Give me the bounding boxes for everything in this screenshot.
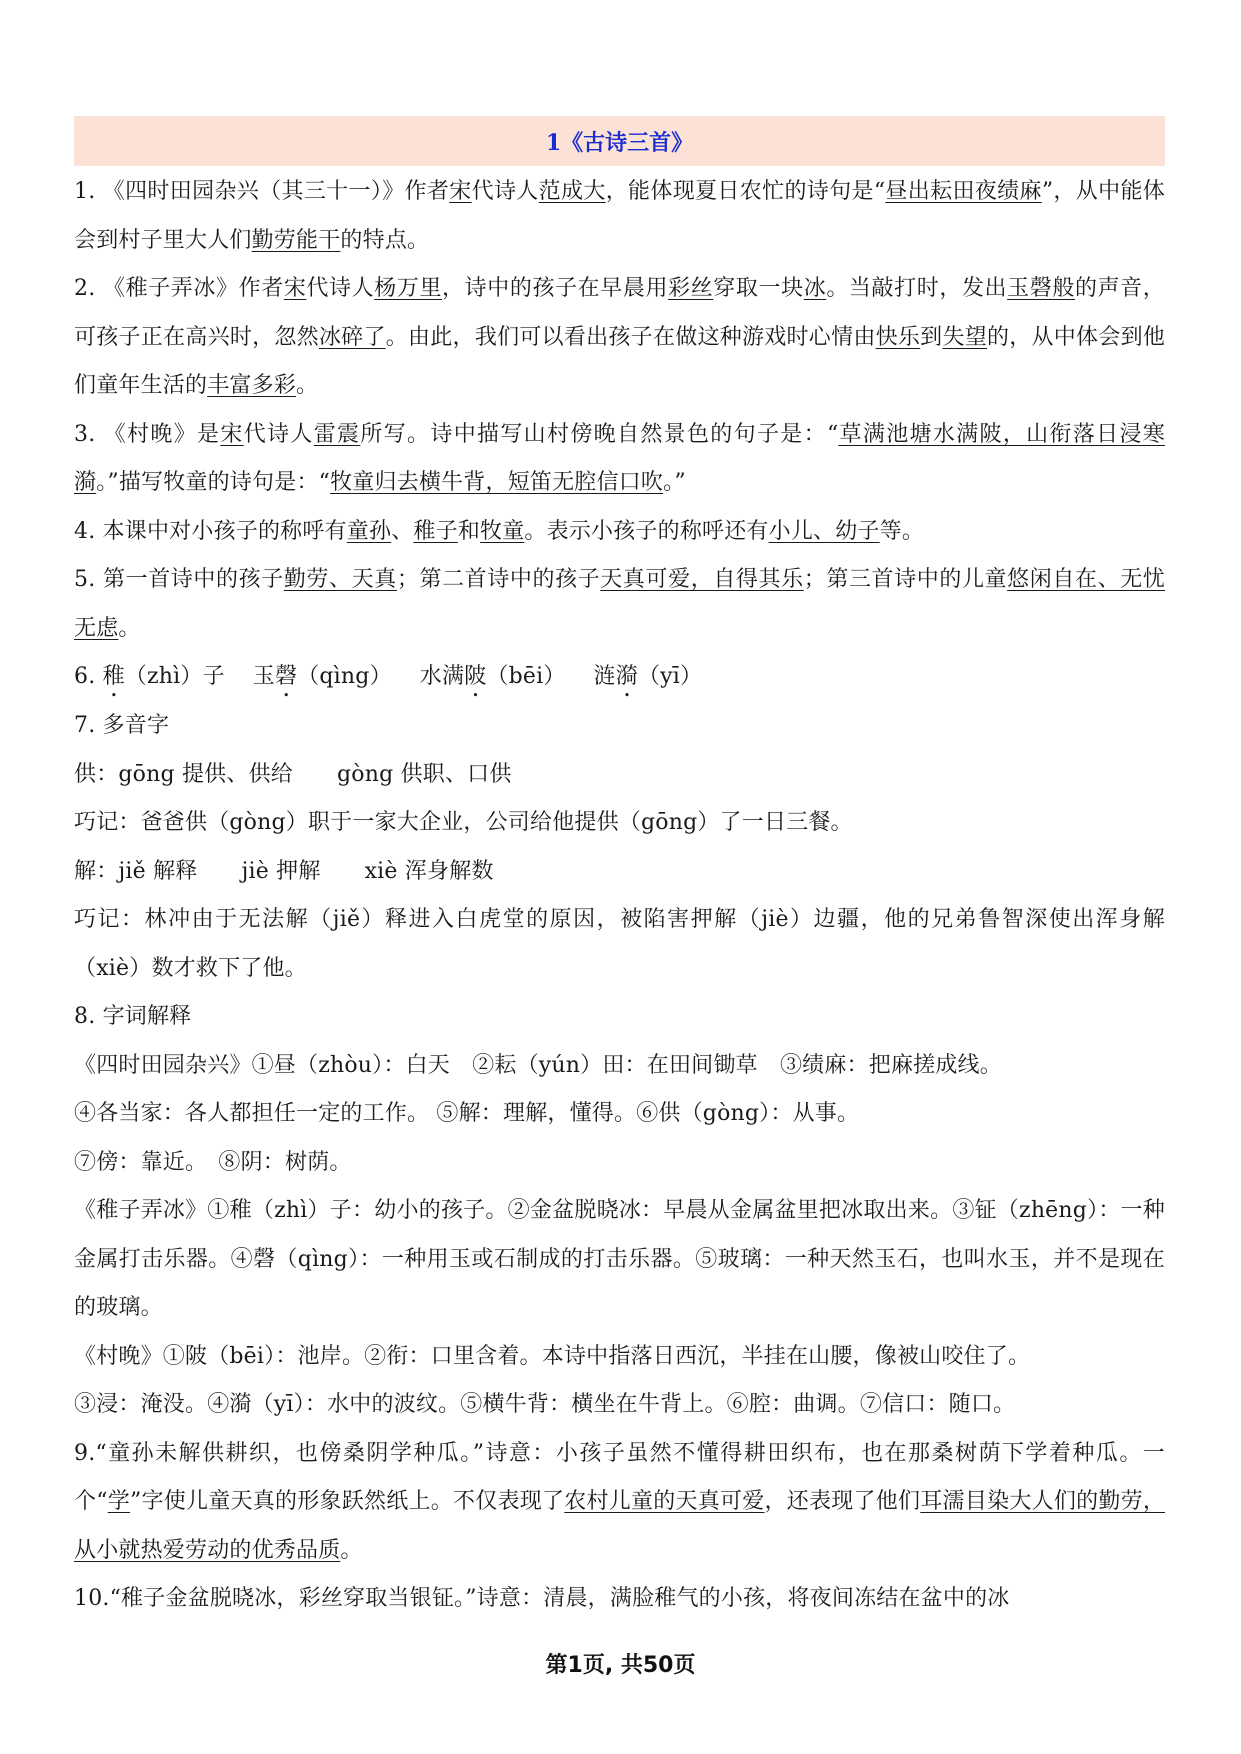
dotted-char: 稚: [102, 664, 125, 689]
text: 。: [340, 1537, 363, 1563]
answer: 彩丝: [668, 276, 714, 301]
text: 到: [920, 324, 943, 350]
dotted-char: 漪: [615, 664, 638, 689]
answer: 草满池塘水满陂，山衔落日浸寒漪: [74, 421, 1166, 495]
text: 。”: [663, 470, 686, 495]
answer: 稚子: [413, 518, 458, 544]
text: 的声音，可孩子正在高兴时，忽然: [74, 276, 1165, 350]
text: 6.: [74, 664, 103, 689]
dotted-char: 磬: [275, 664, 298, 689]
text: 4. 本课中对小孩子的称呼有: [74, 518, 347, 544]
text: 代诗人: [306, 276, 375, 301]
item-4: [74, 508, 1165, 557]
text: ；第三首诗中的儿童: [803, 567, 1008, 592]
answer: 雷震: [313, 421, 361, 447]
answer: 丰富多彩: [207, 373, 297, 398]
polyphone-gong: [74, 751, 1165, 800]
text: 代诗人: [471, 179, 539, 204]
text: jiè 押解: [241, 858, 321, 884]
answer: 失望: [942, 324, 987, 350]
answer: 小儿、幼子: [768, 518, 880, 544]
answer: 冰: [803, 276, 827, 301]
answer: 冰碎了: [318, 324, 386, 350]
glossary-line: ③浸：淹没。④漪（yī）：水中的波纹。⑤横牛背：横坐在牛背上。⑥腔：曲调。⑦信口：随口。: [74, 1392, 1016, 1417]
polyphone-jie: [74, 848, 1165, 897]
item-8-heading: 8. 字词解释: [74, 1004, 192, 1029]
text: 5. 第一首诗中的孩子: [74, 567, 284, 592]
text: gòng 供职、口供: [336, 761, 512, 787]
text: ”，从中能体会到村子里大人们: [74, 179, 1166, 253]
glossary-line: 《稚子弄冰》①稚（zhì）子：幼小的孩子。②金盆脱晓冰：早晨从金属盆里把冰取出来。③钲（zhēng）：一种金属打击乐器。④磬（qìng）：一种用玉或石制成的打击乐器。⑤玻璃：一种天然玉石，也叫水玉，并不是现在的玻璃。: [74, 1198, 1165, 1320]
answer: 玉磬般: [1007, 276, 1075, 301]
text: 和: [457, 518, 481, 544]
text: 所写。诗中描写山村傍晚自然景色的句子是：“: [360, 421, 839, 447]
text: （qìng）: [297, 664, 392, 689]
answer: 农村儿童的天真可爱: [564, 1489, 765, 1514]
text: 的特点。: [340, 227, 430, 253]
text: 玉: [252, 664, 275, 689]
text: 水满: [419, 664, 465, 689]
text: 穿取一块: [713, 276, 804, 301]
document-content: [74, 168, 1165, 1624]
text: ”字使儿童天真的形象跃然纸上。不仅表现了: [130, 1489, 565, 1514]
text: ，诗中的孩子在早晨用: [442, 276, 669, 301]
text: ，能体现夏日农忙的诗句是“: [605, 179, 886, 204]
answer: 宋: [449, 179, 472, 204]
text: 。”描写牧童的诗句是：“: [96, 470, 331, 495]
item-9: [74, 1430, 1165, 1576]
answer: 快乐: [875, 324, 921, 350]
answer: 牧童: [480, 518, 525, 544]
text: 。表示小孩子的称呼还有: [524, 518, 769, 544]
glossary-line: 《四时田园杂兴》①昼（zhòu）：白天 ②耘（yún）田：在田间锄草 ③绩麻：把麻搓成线。: [74, 1052, 1002, 1078]
text: ；第二首诗中的孩子: [396, 567, 601, 592]
answer: 悠闲自在、无忧无虑: [74, 567, 1165, 641]
text: （bēi）: [486, 664, 566, 689]
mnemonic-gong: 巧记：爸爸供（gòng）职于一家大企业，公司给他提供（gōng）了一日三餐。: [74, 810, 853, 835]
text: 涟: [593, 664, 616, 689]
text: 。: [118, 615, 141, 641]
answer: 勤劳能干: [251, 227, 341, 253]
text: 代诗人: [243, 421, 314, 447]
text: 的，从中体会到他们童年生活的: [74, 324, 1166, 398]
item-3: [74, 411, 1165, 508]
answer: 昼出耘田夜绩麻: [885, 179, 1042, 204]
text: 。: [296, 373, 319, 398]
text: ，还表现了他们: [764, 1489, 921, 1514]
glossary-line: ⑦傍：靠近。 ⑧阴：树荫。: [74, 1149, 352, 1175]
answer: 宋: [283, 276, 307, 301]
answer: 牧童归去横牛背，短笛无腔信口吹: [330, 470, 664, 495]
answer: 耳濡目染大人们的勤劳，从小就热爱劳动的优秀品质: [74, 1489, 1166, 1563]
item-6: [74, 653, 1165, 702]
answer: 范成大: [538, 179, 606, 204]
item-2: [74, 265, 1165, 411]
text: 。当敲打时，发出: [826, 276, 1008, 301]
text: 供：gōng 提供、供给: [74, 761, 293, 787]
lesson-title-bar: [74, 116, 1165, 166]
mnemonic-jie: 巧记：林冲由于无法解（jiě）释进入白虎堂的原因，被陷害押解（jiè）边疆，他的兄弟鲁智深使出浑身解（xiè）数才救下了他。: [74, 907, 1165, 981]
glossary-line: ④各当家：各人都担任一定的工作。 ⑤解：理解，懂得。⑥供（gòng）：从事。: [74, 1101, 860, 1126]
dotted-char: 陂: [464, 664, 487, 689]
text: 。由此，我们可以看出孩子在做这种游戏时心情由: [385, 324, 876, 350]
glossary-line: 《村晚》①陂（bēi）：池岸。②衔：口里含着。本诗中指落日西沉，半挂在山腰，像被山咬住了。: [74, 1343, 1031, 1369]
text: 、: [391, 518, 414, 544]
text: 1. 《四时田园杂兴（其三十一）》作者: [74, 179, 450, 204]
text: （yī）: [637, 664, 703, 689]
answer: 宋: [220, 421, 244, 447]
text: 3. 《村晚》是: [74, 421, 221, 447]
item-7-heading: 7. 多音字: [74, 713, 170, 738]
answer: 勤劳、天真: [283, 567, 397, 592]
answer: 童孙: [346, 518, 392, 544]
answer: 天真可爱，自得其乐: [600, 567, 804, 592]
answer: 学: [107, 1489, 131, 1514]
text: 9.“童孙未解供耕织，也傍桑阴学种瓜。”诗意：小孩子虽然不懂得耕田织布，也在那桑树荫下学着种瓜。一个“: [74, 1440, 1165, 1514]
page-number: 第1页, 共50页: [545, 1653, 696, 1678]
item-10: 10.“稚子金盆脱晓冰，彩丝穿取当银钲。”诗意：清晨，满脸稚气的小孩，将夜间冻结在盆中的冰: [74, 1586, 1010, 1611]
text: xiè 浑身解数: [364, 858, 494, 884]
text: 2. 《稚子弄冰》作者: [74, 276, 284, 301]
text: （zhì）子: [124, 664, 225, 689]
item-5: [74, 556, 1165, 653]
answer: 杨万里: [374, 276, 443, 301]
lesson-title: 1《古诗三首》: [545, 129, 694, 156]
text: 解：jiě 解释: [74, 858, 198, 884]
item-1: [74, 168, 1165, 265]
text: 等。: [879, 518, 925, 544]
